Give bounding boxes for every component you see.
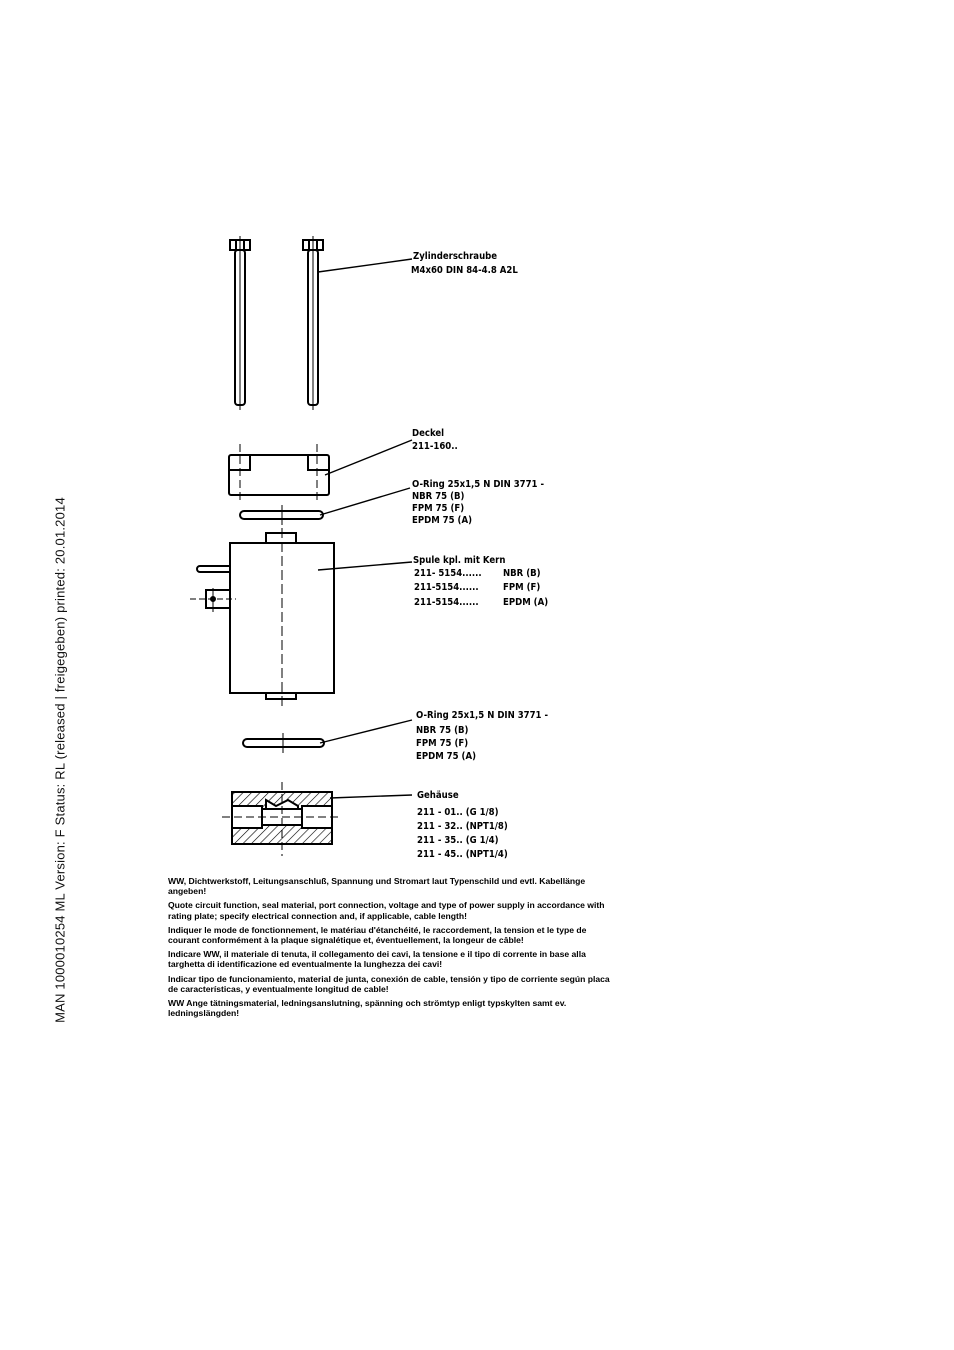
label-oring-top-variant: EPDM 75 (A) [412, 515, 472, 526]
label-coil-number: 211- 5154...... [414, 568, 482, 579]
label-housing-variant: 211 - 35.. (G 1/4) [417, 835, 499, 846]
label-housing-name: Gehäuse [417, 790, 459, 801]
note-french: Indiquer le mode de fonctionnement, le matériau d'étanchéité, le raccordement, la tension et le type de courant conformément à la plaque signalétique et, éventuellement, la longeur de câble! [168, 924, 587, 946]
coil-with-core [190, 528, 334, 710]
cylinder-screw-right [303, 236, 323, 410]
label-coil-material: NBR (B) [503, 568, 541, 579]
document-control-line: MAN 1000010254 ML Version: F Status: RL (released | freigegeben) printed: 20.01.2014 [52, 497, 68, 1023]
label-oring-bottom-variant: EPDM 75 (A) [416, 751, 476, 762]
label-coil-material: FPM (F) [503, 582, 541, 593]
label-oring-bottom-variant: NBR 75 (B) [416, 725, 469, 736]
label-coil-material: EPDM (A) [503, 597, 549, 608]
label-housing-variant: 211 - 45.. (NPT1/4) [417, 849, 508, 860]
label-oring-top-variant: FPM 75 (F) [412, 503, 465, 514]
label-cover-name: Deckel [412, 428, 445, 439]
cover-part [229, 444, 329, 500]
label-coil-number: 211-5154...... [414, 582, 479, 593]
label-housing-variant: 211 - 01.. (G 1/8) [417, 807, 499, 818]
note-swedish: WW Ange tätningsmaterial, ledningsanslutning, spänning och strömtyp enligt typskylten samt ev. ledningslängden! [168, 998, 567, 1019]
label-housing-variant: 211 - 32.. (NPT1/8) [417, 821, 508, 832]
label-oring-bottom-name: O-Ring 25x1,5 N DIN 3771 - [416, 710, 549, 721]
note-spanish: Indicar tipo de funcionamiento, material de junta, conexión de cable, tensión y tipo de corriente según placa de características, y eventualmente longitud de cable! [168, 973, 610, 994]
note-english: Quote circuit function, seal material, port connection, voltage and type of power supply in accordance with rating plate; specify electrical connection and, if applicable, cable length! [168, 900, 605, 921]
label-oring-top-variant: NBR 75 (B) [412, 491, 465, 502]
label-screw-name: Zylinderschraube [413, 251, 498, 262]
ordering-notes [168, 876, 614, 1022]
label-oring-bottom-variant: FPM 75 (F) [416, 738, 469, 749]
cylinder-screw-left [230, 236, 250, 410]
note-german: WW, Dichtwerkstoff, Leitungsanschluß, Spannung und Stromart laut Typenschild und evtl. Kabellänge angeben! [168, 876, 586, 897]
label-screw-spec: M4x60 DIN 84-4.8 A2L [411, 265, 518, 276]
label-coil-name: Spule kpl. mit Kern [413, 555, 506, 566]
label-oring-top-name: O-Ring 25x1,5 N DIN 3771 - [412, 479, 545, 490]
label-coil-number: 211-5154...... [414, 597, 479, 608]
note-italian: Indicare WW, il materiale di tenuta, il collegamento dei cavi, la tensione e il tipo di corrente in base alla targhetta di identificazione ed eventualmente la lunghezza dei cavi! [168, 949, 586, 970]
label-cover-number: 211-160.. [412, 441, 458, 452]
o-ring-bottom [243, 733, 324, 753]
o-ring-top [240, 505, 323, 525]
housing-section [222, 782, 342, 856]
